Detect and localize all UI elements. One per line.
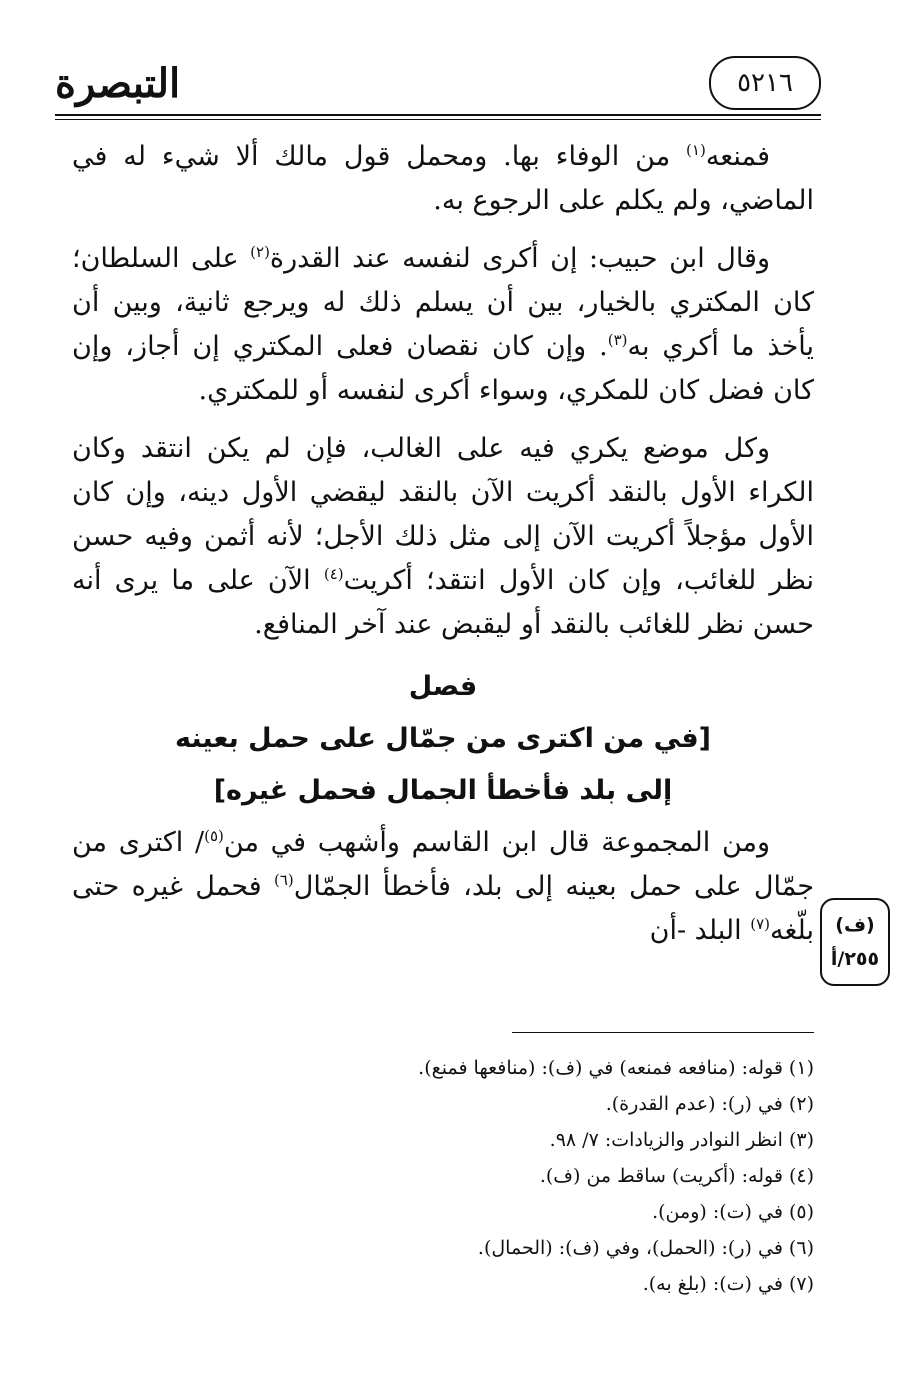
main-text xyxy=(72,135,814,967)
page-header xyxy=(55,52,821,124)
header-rule xyxy=(55,114,821,116)
paragraph-4-text-a: ومن المجموعة قال ابن القاسم وأشهب في من xyxy=(223,827,771,858)
footnote-ref-1[interactable]: (١) xyxy=(686,141,706,159)
paragraph-2 xyxy=(72,237,814,413)
paragraph-3-text-a: وكل موضع يكري فيه على الغالب، فإن لم يكن انتقد وكان الكراء الأول بالنقد أكريت الآن بالنقد ليقضي الأول دينه، وإن كان الأول مؤجلاً أكريت الآن إلى مثل ذلك الأجل؛ لأنه أثمن وفيه حسن نظر للغائب، وإن كان الأول انتقد؛ أكريت xyxy=(72,433,814,596)
section-heading-line-1: [في من اكترى من جمّال على حمل بعينه xyxy=(174,723,712,754)
footnotes-list xyxy=(72,1050,814,1302)
footnote-ref-6[interactable]: (٦) xyxy=(273,871,294,889)
folio-marker-line-2: ٢٥٥/أ xyxy=(830,948,880,970)
paragraph-2-text-b: على السلطان؛ كان المكتري بالخيار، بين أن يسلم ذلك له ويرجع ثانية، وبين أن يأخذ ما أكري به xyxy=(72,243,814,362)
footnote-item: (٧) في (ت): (بلغ به). xyxy=(642,1273,814,1295)
paragraph-2-text-a: وقال ابن حبيب: إن أكرى لنفسه عند القدرة xyxy=(269,243,770,274)
footnote-ref-5[interactable]: (٥) xyxy=(204,827,224,845)
paragraph-4-text-b: / اكترى من جمّال على حمل بعينه إلى بلد، فأخطأ الجمّال xyxy=(72,827,815,902)
paragraph-1-text-b: من الوفاء بها. ومحمل قول مالك ألا شيء له في الماضي، ولم يكلم على الرجوع به. xyxy=(72,141,814,216)
footnote-ref-4[interactable]: (٤) xyxy=(323,565,344,583)
footnote-ref-2[interactable]: (٢) xyxy=(250,243,270,261)
footnote-ref-3[interactable]: (٣) xyxy=(607,331,628,349)
paragraph-1-text-a: فمنعه xyxy=(705,141,770,172)
footnote-item: (٢) في (ر): (عدم القدرة). xyxy=(605,1093,814,1115)
book-title-logo: التبصرة xyxy=(55,60,181,107)
footnote-item: (١) قوله: (منافعه فمنعه) في (ف): (منافعها فمنع). xyxy=(418,1057,814,1079)
folio-marker-line-1: (ف) xyxy=(835,914,875,936)
paragraph-2-text-c: . وإن كان نقصان فعلى المكتري إن أجاز، وإن كان فضل كان للمكري، وسواء أكرى لنفسه أو للمكتري. xyxy=(72,331,814,406)
page-number: ٥٢١٦ xyxy=(709,56,821,110)
footnote-item: (٤) قوله: (أكريت) ساقط من (ف). xyxy=(539,1165,814,1187)
section-label: فصل xyxy=(408,671,478,702)
paragraph-4 xyxy=(72,821,814,953)
footnote-item: (٥) في (ت): (ومن). xyxy=(652,1201,814,1223)
paragraph-4-text-d: البلد -أن xyxy=(649,915,751,946)
footnote-separator xyxy=(512,1032,814,1033)
section-heading-line-2: إلى بلد فأخطأ الجمال فحمل غيره] xyxy=(213,775,673,806)
paragraph-3 xyxy=(72,427,814,647)
paragraph-1 xyxy=(72,135,814,223)
footnote-item: (٦) في (ر): (الحمل)، وفي (ف): (الحمال). xyxy=(477,1237,814,1259)
header-rule-thin xyxy=(55,119,821,120)
footnote-item: (٣) انظر النوادر والزيادات: ٧/ ٩٨. xyxy=(549,1129,814,1151)
paragraph-3-text-b: الآن على ما يرى أنه حسن نظر للغائب بالنقد أو ليقبض عند آخر المنافع. xyxy=(72,565,814,640)
manuscript-folio-marker xyxy=(820,898,890,986)
footnote-ref-7[interactable]: (٧) xyxy=(750,915,771,933)
paragraph-4-text-c: فحمل غيره حتى بلّغه xyxy=(72,871,814,946)
